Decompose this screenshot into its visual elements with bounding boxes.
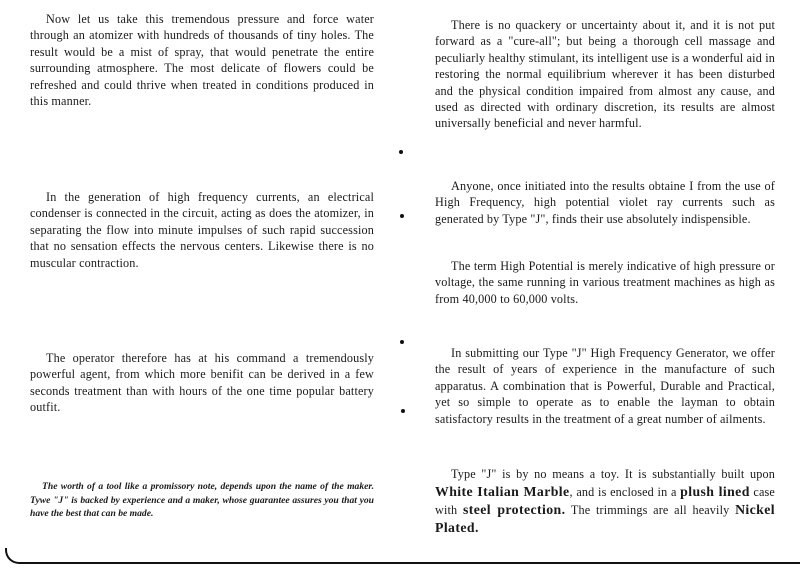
p5-text-e: case with — [435, 485, 775, 517]
right-paragraph-5 — [435, 466, 775, 537]
left-paragraph-3: The operator therefore has at his command a tremendously powerful agent, from which more benifit can be derived in a few seconds treatment than with hours of the one time popular battery outfit. — [30, 351, 374, 415]
right-paragraph-2: Anyone, once initiated into the results obtaine I from the use of High Frequency, high potential violet ray currents such as generated by Type "J", finds their use absolutely indispensible. — [435, 179, 775, 226]
right-paragraph-4: In submitting our Type "J" High Frequency Generator, we offer the result of years of experience in the manufacture of such apparatus. A combination that is Powerful, Durable and Practical, yet so simple to operate as to enable the layman to obtain satisfactory results in the treatment of a great number of ailments. — [435, 346, 775, 426]
plush-lined-emphasis: plush lined — [680, 484, 750, 499]
guarantee-note: The worth of a tool like a promissory note, depends upon the name of the maker. Tywe "J" is backed by experience and a maker, whose guarantee assures you that you have the best that can be made. — [30, 481, 374, 520]
binding-dot-1 — [399, 150, 403, 154]
binding-dot-4 — [401, 409, 405, 413]
white-italian-marble-emphasis: White Italian Marble — [435, 484, 570, 499]
p5-text-g: The trimmings are all heavily — [565, 503, 736, 517]
binding-dot-2 — [400, 214, 404, 218]
nickel-plated-emphasis: Nickel Plated. — [435, 502, 776, 535]
binding-dot-3 — [400, 340, 404, 344]
right-paragraph-1: There is no quackery or uncertainty about it, and it is not put forward as a "cure-all"; but being a thorough cell massage and peculiarly healthy stimulant, its intelligent use is a wonderful aid in restoring the normal equilibrium wherever it has been disturbed and the physical condition impaired from almost any cause, and used as directed with ordinary discretion, its results are almost universally beneficial and never harmful. — [435, 18, 775, 131]
page-bottom-border — [5, 548, 800, 564]
p5-text-a: Type "J" is by no means a toy. It is substantially built upon — [451, 467, 775, 481]
steel-protection-emphasis: steel protection. — [462, 502, 566, 517]
left-paragraph-2: In the generation of high frequency currents, an electrical condenser is connected in the circuit, acting as does the atomizer, in separating the flow into minute impulses of such rapid succession that no sensation effects the nervous centers. Likewise there is no muscular contraction. — [30, 190, 374, 270]
p5-text-c: , and is enclosed in a — [569, 485, 681, 499]
left-paragraph-1: Now let us take this tremendous pressure and force water through an atomizer with hundreds of thousands of tiny holes. The result would be a mist of spray, that would penetrate the entire surrounding atmosphere. The most delicate of flowers could be refreshed and could thrive when treated in conditions produced in this manner. — [30, 12, 374, 109]
right-paragraph-3: The term High Potential is merely indicative of high pressure or voltage, the same running in various treatment machines as high as from 40,000 to 60,000 volts. — [435, 259, 775, 306]
